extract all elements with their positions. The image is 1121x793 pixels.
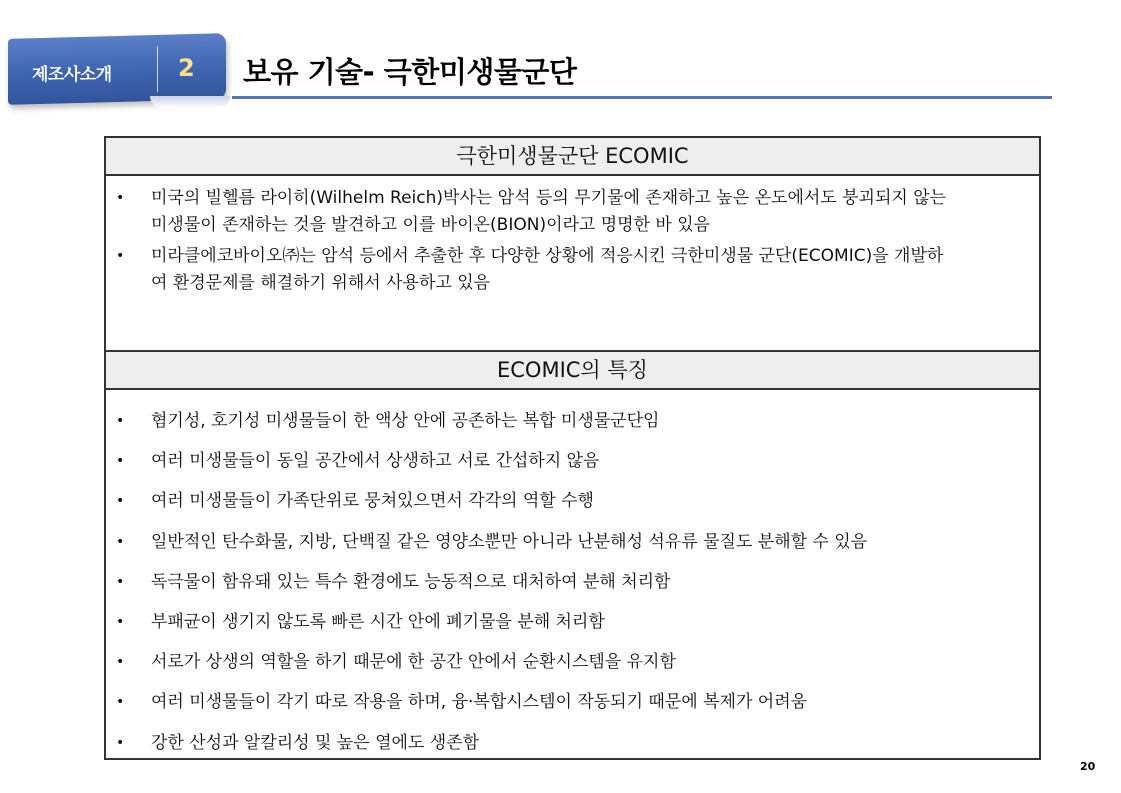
tab-curl-decoration: [150, 96, 230, 108]
list-item: • 부패균이 생기지 않도록 빠른 시간 안에 폐기물을 분해 처리함: [106, 609, 1039, 649]
section-heading-features: ECOMIC의 특징: [106, 350, 1039, 390]
list-item: • 일반적인 탄수화물, 지방, 단백질 같은 영양소뿐만 아니라 난분해성 석유류 물질도 분해할 수 있음: [106, 529, 1039, 569]
features-list: [106, 408, 1039, 770]
section-label: 제조사소개: [32, 65, 112, 85]
list-item: • 미라클에코바이오㈜는 암석 등에서 추출한 후 다양한 상황에 적응시킨 극한미생물 군단(ECOMIC)을 개발하여 환경문제를 해결하기 위해서 사용하고 있음: [106, 243, 951, 297]
page-title: 보유 기술- 극한미생물군단: [243, 55, 577, 89]
intro-list: [106, 185, 1039, 301]
list-item: • 서로가 상생의 역할을 하기 때문에 한 공간 안에서 순환시스템을 유지함: [106, 649, 1039, 689]
list-item: • 여러 미생물들이 각기 따로 작용을 하며, 융·복합시스템이 작동되기 때문에 복제가 어려움: [106, 689, 1039, 729]
tab-divider: [157, 46, 158, 92]
list-item: • 여러 미생물들이 가족단위로 뭉쳐있으면서 각각의 역할 수행: [106, 488, 1039, 528]
title-underline: [232, 96, 1052, 99]
list-item: • 강한 산성과 알칼리성 및 높은 열에도 생존함: [106, 730, 1039, 770]
content-box: [104, 136, 1041, 760]
page-number: 20: [1080, 760, 1096, 773]
list-item: • 혐기성, 호기성 미생물들이 한 액상 안에 공존하는 복합 미생물군단임: [106, 408, 1039, 448]
section-number: 2: [178, 54, 195, 82]
list-item: • 미국의 빌헬름 라이히(Wilhelm Reich)박사는 암석 등의 무기물에 존재하고 높은 온도에서도 붕괴되지 않는 미생물이 존재하는 것을 발견하고 이를 바이온(BION)이라고 명명한 바 있음: [106, 185, 951, 239]
section-heading-ecomic: 극한미생물군단 ECOMIC: [106, 138, 1039, 176]
list-item: • 여러 미생물들이 동일 공간에서 상생하고 서로 간섭하지 않음: [106, 448, 1039, 488]
list-item: • 독극물이 함유돼 있는 특수 환경에도 능동적으로 대처하여 분해 처리함: [106, 569, 1039, 609]
